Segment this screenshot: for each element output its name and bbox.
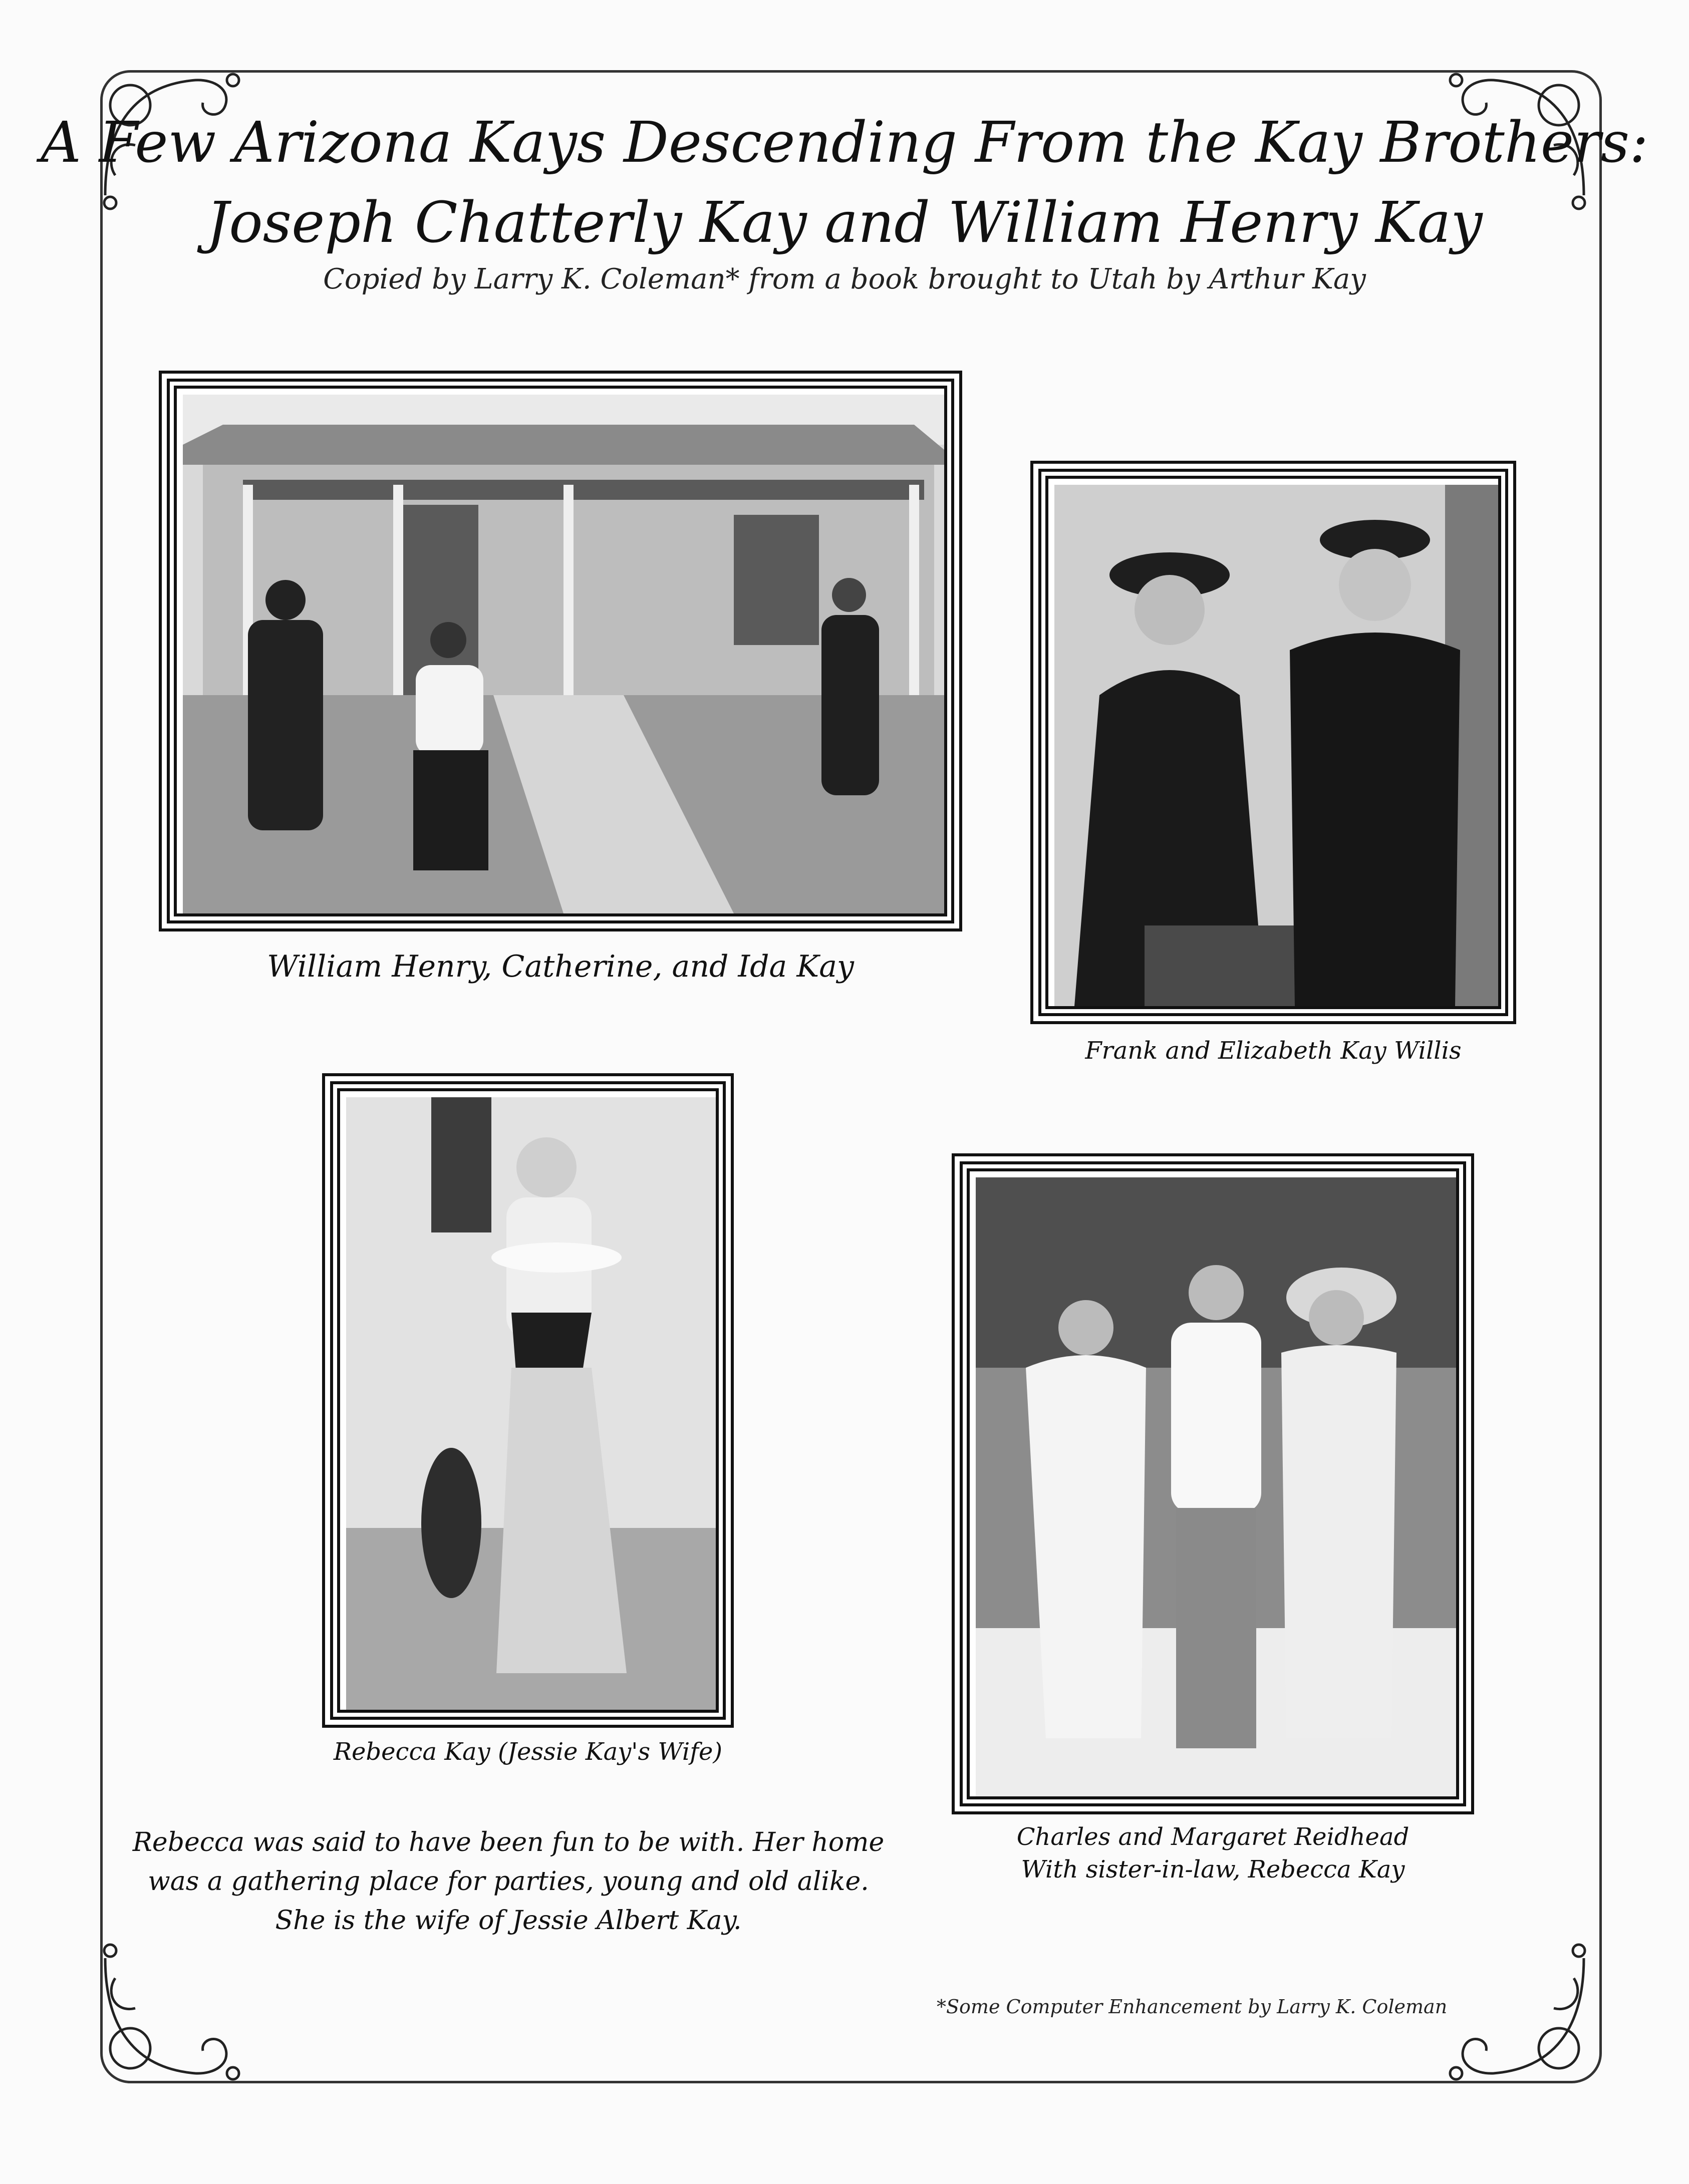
note-line-3: She is the wife of Jessie Albert Kay. [275, 1906, 742, 1936]
page-title-line-2: Joseph Chatterly Kay and William Henry Kay [206, 190, 1483, 255]
footnote: *Some Computer Enhancement by Larry K. Coleman [937, 1996, 1448, 2018]
photo-caption: Rebecca Kay (Jessie Kay's Wife) [333, 1738, 723, 1766]
corner-flourish-bottom-right [1444, 1938, 1594, 2088]
photo-caption: Frank and Elizabeth Kay Willis [1085, 1037, 1462, 1065]
photo-caption: William Henry, Catherine, and Ida Kay [267, 949, 854, 984]
corner-flourish-bottom-left [95, 1938, 245, 2088]
photo-caption-line-2: With sister-in-law, Rebecca Kay [1021, 1855, 1405, 1884]
note-line-1: Rebecca was said to have been fun to be with. Her home [132, 1827, 885, 1857]
photo-charles-margaret-reidhead [952, 1153, 1474, 1814]
photo-william-henry-catherine-ida [159, 371, 962, 931]
page-subtitle: Copied by Larry K. Coleman* from a book brought to Utah by Arthur Kay [323, 263, 1366, 295]
photo-frank-elizabeth-willis [1030, 461, 1516, 1024]
note-line-2: was a gathering place for parties, young and old alike. [148, 1866, 869, 1897]
photo-rebecca-kay [322, 1073, 734, 1728]
photo-caption-line-1: Charles and Margaret Reidhead [1016, 1823, 1410, 1851]
page-title-line-1: A Few Arizona Kays Descending From the Kay Brothers: [41, 110, 1648, 175]
